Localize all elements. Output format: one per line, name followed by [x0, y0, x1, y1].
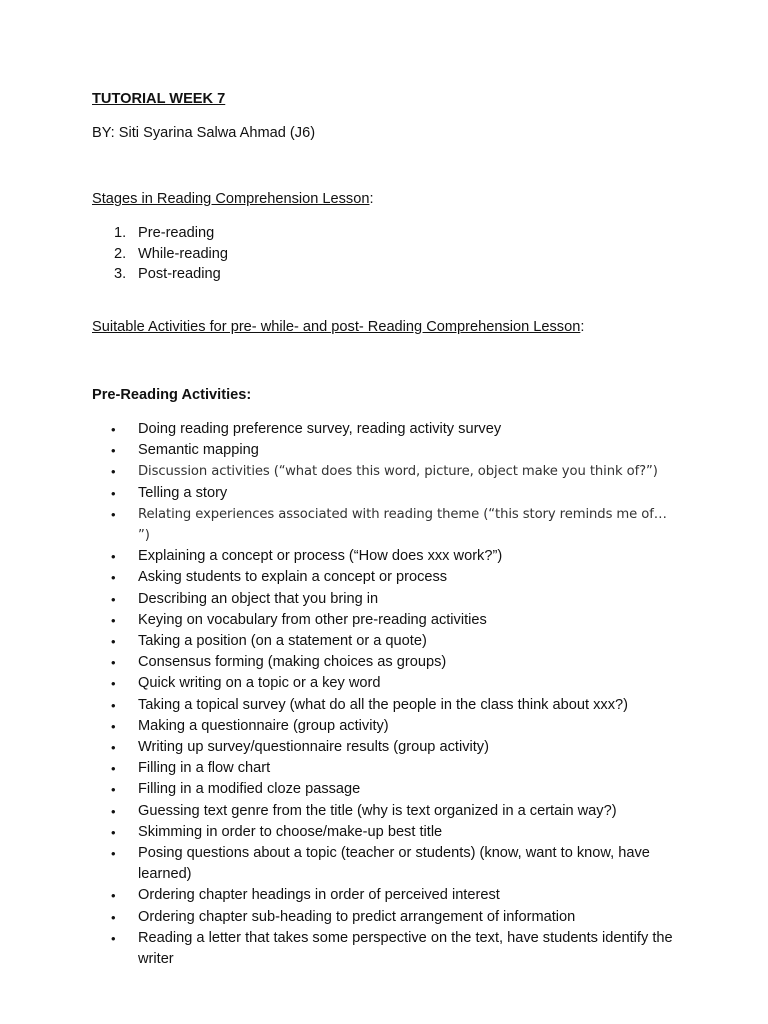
list-item-label: Making a questionnaire (group activity): [138, 717, 389, 734]
pre-reading-activities-list: [92, 419, 682, 970]
list-item-label: Reading a letter that takes some perspective on the text, have students identify the writer: [138, 929, 673, 968]
bullet-icon: •: [111, 803, 116, 819]
list-item: [92, 652, 682, 673]
list-item: [92, 695, 682, 716]
document-title: TUTORIAL WEEK 7: [92, 91, 226, 107]
bullet-icon: •: [111, 782, 116, 798]
stages-heading: Stages in Reading Comprehension Lesson: [92, 191, 370, 207]
list-item: [92, 610, 682, 631]
list-item-label: Ordering chapter sub-heading to predict arrangement of information: [138, 908, 576, 925]
list-item-label: Taking a position (on a statement or a quote): [138, 633, 427, 650]
list-item: [92, 716, 682, 737]
list-item-label: Ordering chapter headings in order of perceived interest: [138, 887, 500, 904]
list-item-label: Telling a story: [138, 484, 228, 501]
list-item: [92, 546, 682, 567]
list-item: [92, 673, 682, 694]
list-item: [92, 822, 682, 843]
list-item: [92, 440, 682, 461]
bullet-icon: •: [111, 740, 116, 756]
activities-heading-line: [92, 317, 584, 338]
list-item-label: Semantic mapping: [138, 442, 259, 459]
list-item: [92, 631, 682, 652]
list-item-label: Guessing text genre from the title (why is text organized in a certain way?): [138, 802, 617, 819]
list-item: [92, 779, 682, 800]
list-item: [92, 589, 682, 610]
list-item-label: Pre-reading: [138, 225, 215, 241]
list-item-label: Relating experiences associated with reading theme (“this story reminds me of… ”): [138, 506, 667, 544]
list-item: [92, 737, 682, 758]
list-item-label: Describing an object that you bring in: [138, 590, 379, 607]
list-number: 2.: [114, 245, 127, 262]
list-item-label: Doing reading preference survey, reading activity survey: [138, 421, 502, 437]
list-item-label: Quick writing on a topic or a key word: [138, 675, 381, 692]
list-item: [92, 419, 682, 440]
bullet-icon: •: [111, 846, 116, 862]
list-item: [92, 244, 228, 265]
list-item-label: Taking a topical survey (what do all the people in the class think about xxx?): [138, 696, 628, 713]
list-item-label: Asking students to explain a concept or process: [138, 569, 448, 586]
activities-heading: Suitable Activities for pre- while- and post- Reading Comprehension Lesson: [92, 319, 581, 335]
bullet-icon: •: [111, 676, 116, 692]
list-item: [92, 928, 682, 970]
stages-heading-colon: :: [369, 191, 374, 207]
list-item: [92, 758, 682, 779]
list-item: [92, 264, 228, 285]
author-line: BY: Siti Syarina Salwa Ahmad (J6): [92, 125, 316, 141]
stages-heading-line: [92, 189, 374, 210]
list-item: [92, 483, 682, 504]
stages-list: [92, 223, 228, 285]
list-item-label: Filling in a flow chart: [138, 760, 271, 777]
bullet-icon: •: [111, 506, 116, 522]
bullet-icon: •: [111, 464, 116, 480]
list-item: [92, 885, 682, 906]
list-number: 1.: [114, 225, 127, 241]
list-item: [92, 461, 682, 482]
bullet-icon: •: [111, 655, 116, 671]
list-item: [92, 801, 682, 822]
bullet-icon: •: [111, 422, 116, 437]
bullet-icon: •: [111, 718, 116, 734]
list-item-label: While-reading: [138, 245, 229, 262]
bullet-icon: •: [111, 888, 116, 904]
list-item-label: Filling in a modified cloze passage: [138, 781, 361, 798]
bullet-icon: •: [111, 634, 116, 650]
list-item-label: Writing up survey/questionnaire results (group activity): [138, 739, 489, 756]
list-item-label: Posing questions about a topic (teacher or students) (know, want to know, have learned): [138, 845, 650, 883]
list-item: [92, 504, 682, 546]
list-item-label: Discussion activities (“what does this word, picture, object make you think of?”): [138, 464, 658, 480]
bullet-icon: •: [111, 761, 116, 777]
bullet-icon: •: [111, 591, 116, 607]
pre-reading-heading: Pre-Reading Activities:: [92, 387, 252, 403]
bullet-icon: •: [111, 697, 116, 713]
bullet-icon: •: [111, 909, 116, 925]
bullet-icon: •: [111, 824, 116, 840]
list-number: 3.: [114, 266, 127, 282]
bullet-icon: •: [111, 443, 116, 459]
list-item-label: Explaining a concept or process (“How does xxx work?”): [138, 548, 503, 565]
list-item-label: Consensus forming (making choices as groups): [138, 654, 447, 671]
bullet-icon: •: [111, 485, 116, 501]
bullet-icon: •: [111, 570, 116, 586]
list-item: [92, 843, 682, 885]
list-item-label: Post-reading: [138, 266, 221, 282]
bullet-icon: •: [111, 612, 116, 628]
bullet-icon: •: [111, 930, 116, 946]
bullet-icon: •: [111, 549, 116, 565]
list-item-label: Skimming in order to choose/make-up best title: [138, 823, 443, 840]
list-item: [92, 567, 682, 588]
list-item-label: Keying on vocabulary from other pre-reading activities: [138, 611, 487, 628]
list-item: [92, 907, 682, 928]
list-item: [92, 223, 228, 244]
activities-heading-colon: :: [580, 319, 585, 335]
